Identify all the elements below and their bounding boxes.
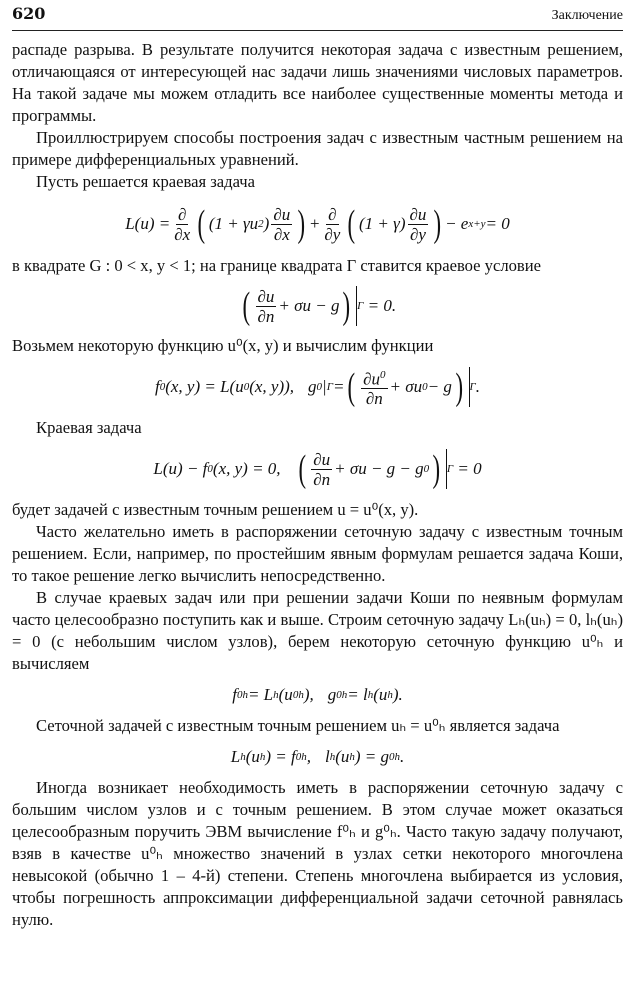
- paragraph-10: Сеточной задачей с известным точным решением uₕ = u⁰ₕ является задача: [36, 716, 560, 735]
- section-title: Заключение: [551, 8, 623, 23]
- page-header: [12, 4, 623, 31]
- formula-1: L(u) = $\frac{\partial}{\partial x}$ ( (1 + γu 2 ) $\frac{\partial u}{\partial x}$ ) + $\frac{\partial}{\partial y}$ ( (1 + γ) $\frac{\partial u}{\partial y}$ ) − e x+y = 0: [125, 203, 510, 245]
- paragraph-6: Краевая задача: [36, 418, 142, 437]
- formula-2: ( $\frac{\partial u}{\partial n}$ + σu − g ) Γ = 0.: [242, 285, 397, 327]
- formula-6: L h (u h ) = f 0 h , l h (u h ) = g 0 h .: [230, 747, 405, 766]
- paragraph-3: Пусть решается краевая задача: [36, 172, 256, 191]
- paragraph-2: Проиллюстрируем способы построения задач с известным частным решением на примере дифференциальных уравнений.: [12, 128, 623, 169]
- page-number: 620: [12, 4, 46, 23]
- paragraph-8: Часто желательно иметь в распоряжении сеточную задачу с известным точным решением. Если, например, по простейшим явным формулам решается задача Коши, то такое решение легко вычислить непосредственно.: [12, 522, 623, 585]
- paragraph-4: в квадрате G : 0 < x, y < 1; на границе квадрата Γ ставится краевое условие: [12, 256, 541, 275]
- formula-3: f 0 (x, y) = L(u 0 (x, y)), g 0 | Γ = ( $\frac{\partial u^0}{\partial n}$ + σu 0 − g ) Γ .: [154, 366, 481, 409]
- paragraph-1: распаде разрыва. В результате получится некоторая задача с известным решением, отличающаяся от интересующей нас задачи лишь значениями числовых параметров. На такой задаче мы можем отладить все наиболее существенные моменты метода и программы.: [12, 40, 623, 125]
- page-body: [12, 39, 623, 931]
- paragraph-5: Возьмем некоторую функцию u⁰(x, y) и вычислим функции: [12, 336, 434, 355]
- formula-4: L(u) − f 0 (x, y) = 0, ( $\frac{\partial u}{\partial n}$ + σu − g − g 0 ) Γ = 0: [153, 448, 482, 490]
- paragraph-7: будет задачей с известным точным решением u = u⁰(x, y).: [12, 500, 419, 519]
- paragraph-11: Иногда возникает необходимость иметь в распоряжении сеточную задачу с большим числом узлов и с точным решением. В этом случае может оказаться целесообразным поручить ЭВМ вычисление f⁰ₕ и g⁰ₕ. Часто такую задачу получают, взяв в качестве u⁰ₕ множество значений в узлах сетки некоторого многочлена невысокой (обычно 1 – 4-й) степени. Степень многочлена выбирается из условия, чтобы погрешность аппроксимации дифференциальной задачи сеточной равнялась нулю.: [12, 778, 623, 929]
- formula-5: f 0 h = L h (u 0 h ), g 0 h = l h (u h ).: [232, 685, 403, 704]
- page: [12, 4, 623, 931]
- paragraph-9: В случае краевых задач или при решении задачи Коши по неявным формулам часто целесообразно поступить как и выше. Строим сеточную задачу Lₕ(uₕ) = 0, lₕ(uₕ) = 0 (с небольшим числом узлов), берем некоторую сеточную функцию u⁰ₕ и вычисляем: [12, 588, 623, 673]
